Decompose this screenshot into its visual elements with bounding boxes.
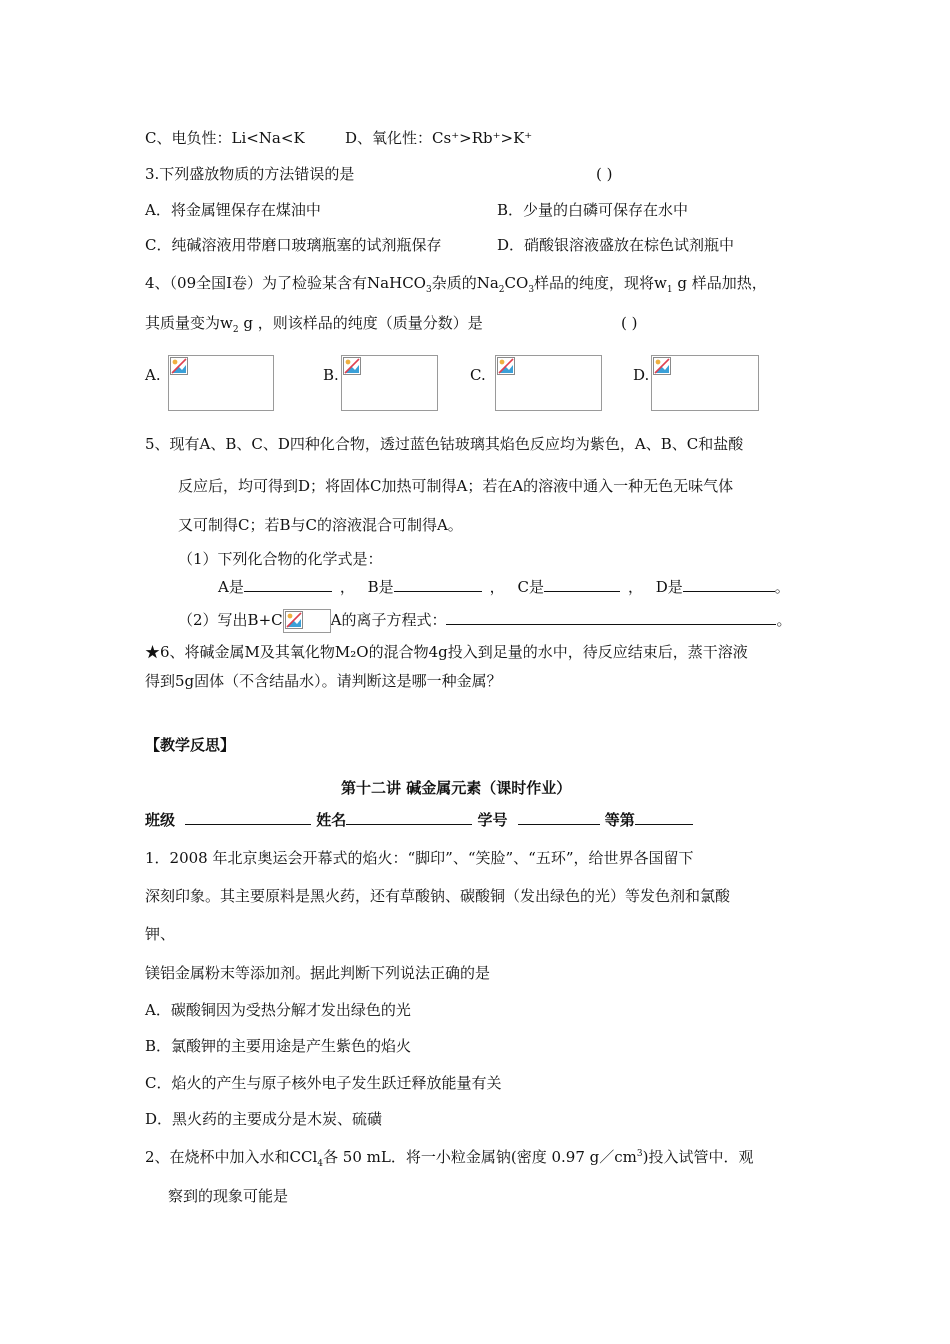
q4-option-b-image [341,355,438,411]
q3-stem: 3.下列盛放物质的方法错误的是 [145,165,355,183]
blank-d[interactable] [683,577,775,592]
hq1-option-d: D．黑火药的主要成分是木炭、硫磺 [145,1110,383,1128]
q5-line2: 反应后，均可得到D；将固体C加热可制得A；若在A的溶液中通入一种无色无味气体 [178,477,734,495]
q5-sub1: （1）下列化合物的化学式是： [178,550,383,568]
q6-line2: 得到5g固体（不含结晶水）。请判断这是哪一种金属？ [145,672,502,690]
broken-image-icon [285,611,303,629]
blank-b[interactable] [394,577,482,592]
grade-field[interactable] [635,810,693,825]
blank-c[interactable] [544,577,620,592]
q3-option-b: B．少量的白磷可保存在水中 [497,201,689,219]
hq1-option-c: C．焰火的产生与原子核外电子发生跃迁释放能量有关 [145,1074,502,1092]
q3-answer-paren: ( ) [596,165,613,183]
broken-image-icon [653,357,671,375]
class-field[interactable] [185,810,311,825]
q4-option-d-label: D. [633,366,650,384]
q4-option-c-image [495,355,602,411]
broken-image-icon [170,357,188,375]
homework-title: 第十二讲 碱金属元素（课时作业） [341,779,572,797]
hq2-line1: 2、在烧杯中加入水和CCl$_4$各 50 mL．将一小粒金属钠(密度 0.97 $g/cm^3$)投入试管中．观 [145,1148,754,1169]
q5-line1: 5、现有A、B、C、D四种化合物，透过蓝色钴玻璃其焰色反应均为紫色，A、B、C和盐酸 [145,435,744,453]
q4-option-a-label: A. [145,366,161,384]
hq1-line1: 1．2008 年北京奥运会开幕式的焰火：“脚印”、“笑脸”、“五环”，给世界各国留下 [145,849,694,867]
q2-option-d: D、氧化性：Cs⁺>Rb⁺>K⁺ [345,129,533,147]
blank-ionic-equation[interactable] [446,610,776,625]
hq1-line4: 镁铝金属粉末等添加剂。据此判断下列说法正确的是 [145,964,491,982]
q5-sub2: （2）写出B+C A的离子方程式： 。 [178,609,791,633]
blank-a[interactable] [244,577,332,592]
hq1-line3: 钾、 [145,925,176,943]
q5-formula-row: A是 ， B是 ， C是 ， D是 。 [218,578,790,596]
q2-option-c: C、电负性：Li<Na<K [145,129,305,147]
q3-option-d: D．硝酸银溶液盛放在棕色试剂瓶中 [497,236,735,254]
q4-option-c-label: C. [470,366,486,384]
hq1-option-a: A．碳酸铜因为受热分解才发出绿色的光 [145,1001,411,1019]
teaching-reflection-heading: 【教学反思】 [145,736,236,754]
q6-line1: ★6、将碱金属M及其氧化物M₂O的混合物4g投入到足量的水中，待反应结束后，蒸干溶液 [145,643,748,661]
q4-line2: 其质量变为$w_2$ g ，则该样品的纯度（质量分数）是 [145,314,483,335]
name-field[interactable] [346,810,472,825]
q3-option-a: A．将金属锂保存在煤油中 [145,201,321,219]
hq1-option-b: B．氯酸钾的主要用途是产生紫色的焰火 [145,1037,412,1055]
q4-answer-paren: ( ) [621,314,638,332]
q3-option-c: C．纯碱溶液用带磨口玻璃瓶塞的试剂瓶保存 [145,236,442,254]
q4-option-b-label: B. [323,366,339,384]
arrow-image-placeholder [283,609,331,633]
hq1-line2: 深刻印象。其主要原料是黑火药，还有草酸钠、碳酸铜（发出绿色的光）等发色剂和氯酸 [145,887,731,905]
number-field[interactable] [518,810,600,825]
q4-option-a-image [168,355,274,411]
hq2-line2: 察到的现象可能是 [168,1187,289,1205]
broken-image-icon [343,357,361,375]
broken-image-icon [497,357,515,375]
q5-line3: 又可制得C；若B与C的溶液混合可制得A。 [178,516,463,534]
q4-line1: 4、（09全国Ⅰ卷）为了检验某含有NaHCO$_3$杂质的$Na_2CO_3$样品的纯度，现将$w_1$ g 样品加热， [145,274,767,295]
q4-option-d-image [651,355,759,411]
student-info-row: 班级 姓名 学号 等第 [145,810,693,830]
